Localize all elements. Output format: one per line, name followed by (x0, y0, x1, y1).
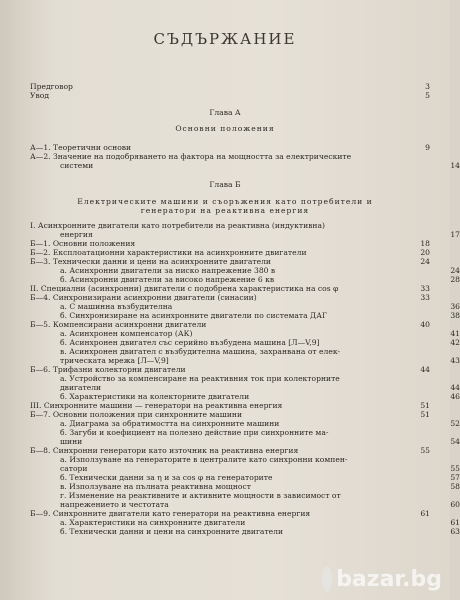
toc-page-number: 24 (420, 257, 430, 266)
toc-page-number: 20 (420, 248, 430, 257)
toc-entry-text: шини (60, 437, 83, 446)
toc-entry-text: б. Синхронизиране на асинхронните двигатели по системата ДАГ (60, 311, 327, 320)
toc-entry-text: Електрическите машини и съоръжения като потребители и (77, 197, 373, 206)
toc-page-number: 41 (450, 329, 460, 338)
toc-page-number: 14 (450, 161, 460, 170)
toc-entry-text: Б—7. Основни положения при синхронните машини (30, 410, 243, 419)
toc-entry-text: Б—9. Синхронните двигатели като генератори на реактивна енергия (30, 509, 311, 518)
toc-line (30, 473, 460, 482)
toc-line (30, 455, 460, 464)
toc-line (30, 266, 460, 275)
toc-page-number: 43 (450, 356, 460, 365)
toc-line (30, 257, 430, 266)
toc-entry-text: Б—8. Синхронни генератори като източник на реактивна енергия (30, 446, 299, 455)
toc-entry-text: II. Специални (асинхронни) двигатели с подобрена характеристика на cos φ (30, 284, 339, 293)
toc-page-number: 60 (450, 500, 460, 509)
toc-entry-text: енергия (60, 230, 93, 239)
toc-entry-text: в. Използуване на пълната реактивна мощност (60, 482, 251, 491)
toc-page-number: 44 (420, 365, 430, 374)
toc-entry-text: а. Диаграма за обратимостта на синхронните машини (60, 419, 280, 428)
toc-entry-text: в. Асинхронен двигател с възбудителна машина, захранвана от елек- (60, 347, 341, 356)
toc-page-number: 5 (425, 91, 430, 100)
toc-line (0, 206, 450, 215)
toc-entry-text: Б—1. Основни положения (30, 239, 136, 248)
toc-entry-text: а. Асинхронен компенсатор (АК) (60, 329, 193, 338)
toc-line (30, 338, 460, 347)
toc-entry-text: б. Загуби и коефициент на полезно действие при синхронните ма- (60, 428, 329, 437)
toc-line (30, 311, 460, 320)
toc-page-number: 44 (450, 383, 460, 392)
toc-page-number: 55 (420, 446, 430, 455)
toc-line (0, 108, 450, 117)
toc-page-number: 57 (450, 473, 460, 482)
toc-line (30, 509, 430, 518)
toc-page-number: 55 (450, 464, 460, 473)
toc-entry-text: системи (60, 161, 94, 170)
toc-page-number: 52 (450, 419, 460, 428)
toc-page-number: 3 (425, 82, 430, 91)
toc-entry-text: г. Изменение на реактивните и активните мощности в зависимост от (60, 491, 341, 500)
toc-entry-text: Б—4. Синхронизирани асинхронни двигатели (синасии) (30, 293, 257, 302)
toc-entry-text: трическата мрежа [Л—V,9] (60, 356, 169, 365)
toc-page-number: 36 (450, 302, 460, 311)
toc-entry-text: а. Асинхронни двигатели за ниско напрежение 380 в (60, 266, 276, 275)
toc-line (30, 446, 430, 455)
watermark (322, 562, 442, 596)
toc-page-number: 61 (450, 518, 460, 527)
toc-line (30, 383, 460, 392)
toc-line (30, 152, 430, 161)
toc-page-number: 18 (420, 239, 430, 248)
toc-line (30, 275, 460, 284)
toc-line (30, 356, 460, 365)
toc-line (30, 284, 430, 293)
toc-line (30, 320, 430, 329)
toc-page-number: 38 (450, 311, 460, 320)
toc-line (30, 347, 460, 356)
toc-page-number: 51 (420, 401, 430, 410)
toc-line (30, 374, 460, 383)
toc-page-number: 9 (425, 143, 430, 152)
toc-line (30, 401, 430, 410)
toc-entry-text: I. Асинхронните двигатели като потребители на реактивна (индуктивна) (30, 221, 325, 230)
page-title: СЪДЪРЖАНИЕ (153, 30, 297, 48)
toc-entry-text: б. Технически данни за η и за cos φ на генераторите (60, 473, 273, 482)
toc-entry-text: Глава А (209, 108, 241, 117)
toc-line (30, 410, 430, 419)
toc-line (30, 437, 460, 446)
toc-line (30, 491, 460, 500)
toc-entry-text: Б—2. Експлоатационни характеристики на асинхронните двигатели (30, 248, 307, 257)
toc-page-number: 24 (450, 266, 460, 275)
toc-line (30, 527, 460, 536)
toc-entry-text: Увод (30, 91, 50, 100)
toc-line (30, 293, 430, 302)
toc-line (30, 82, 430, 91)
toc-page-number: 63 (450, 527, 460, 536)
toc-line (30, 230, 460, 239)
toc-line (30, 419, 460, 428)
toc-line (30, 91, 430, 100)
toc-page-number: 17 (450, 230, 460, 239)
toc-line (30, 161, 460, 170)
toc-line (30, 221, 430, 230)
toc-entry-text: Б—5. Компенсирани асинхронни двигатели (30, 320, 207, 329)
toc-line (30, 239, 430, 248)
toc-entry-text: б. Технически данни и цени на синхронните двигатели (60, 527, 284, 536)
toc-entry-text: А—1. Теоретични основи (30, 143, 132, 152)
toc-line (30, 302, 460, 311)
toc-line (30, 329, 460, 338)
toc-line (30, 500, 460, 509)
toc-entry-text: III. Синхронните машини — генератори на реактивна енергия (30, 401, 283, 410)
watermark-logo-icon (322, 566, 332, 592)
toc-page-number: 33 (420, 293, 430, 302)
toc-entry-text: б. Асинхронни двигатели за високо напрежение 6 кв (60, 275, 275, 284)
toc-page-number: 58 (450, 482, 460, 491)
toc-entry-text: А—2. Значение на подобряването на фактора на мощността за електрическите (30, 152, 352, 161)
toc-page-number: 42 (450, 338, 460, 347)
toc-entry-text: б. Характеристики на колекторните двигатели (60, 392, 250, 401)
toc-entry-text: генератори на реактивна енергия (140, 206, 310, 215)
toc-line (30, 464, 460, 473)
toc-entry-text: двигатели (60, 383, 102, 392)
toc-line (30, 365, 430, 374)
toc-line (0, 197, 450, 206)
toc-entry-text: Предговор (30, 82, 73, 91)
toc-entry-text: б. Асинхронен двигател със серийно възбудена машина [Л—V,9] (60, 338, 320, 347)
toc-page-number: 33 (420, 284, 430, 293)
toc-entry-text: напрежението и честотата (60, 500, 169, 509)
toc-line (30, 143, 430, 152)
toc-entry-text: Б—6. Трифазни колекторни двигатели (30, 365, 186, 374)
toc-line (30, 392, 460, 401)
toc-page-number: 54 (450, 437, 460, 446)
toc-line (0, 180, 450, 189)
toc-entry-text: Б—3. Технически данни и цени на асинхронните двигатели (30, 257, 271, 266)
toc-page-number: 51 (420, 410, 430, 419)
toc-page-number: 40 (420, 320, 430, 329)
toc-entry-text: сатори (60, 464, 88, 473)
toc-line (30, 248, 430, 257)
toc-entry-text: Глава Б (209, 180, 241, 189)
toc-line (30, 482, 460, 491)
toc-page-number: 46 (450, 392, 460, 401)
toc-line (0, 124, 450, 133)
watermark-text: bazar.bg (336, 566, 442, 592)
toc-entry-text: а. Характеристики на синхронните двигатели (60, 518, 246, 527)
toc-entry-text: Основни положения (175, 124, 275, 133)
toc-line (30, 428, 460, 437)
toc-page-number: 28 (450, 275, 460, 284)
toc-line (30, 518, 460, 527)
toc-entry-text: а. Устройство за компенсиране на реактивния ток при колекторните (60, 374, 340, 383)
toc-entry-text: а. С машинна възбудителна (60, 302, 173, 311)
toc-entry-text: а. Използуване на генераторите в централите като синхронни компен- (60, 455, 348, 464)
toc-page-number: 61 (420, 509, 430, 518)
